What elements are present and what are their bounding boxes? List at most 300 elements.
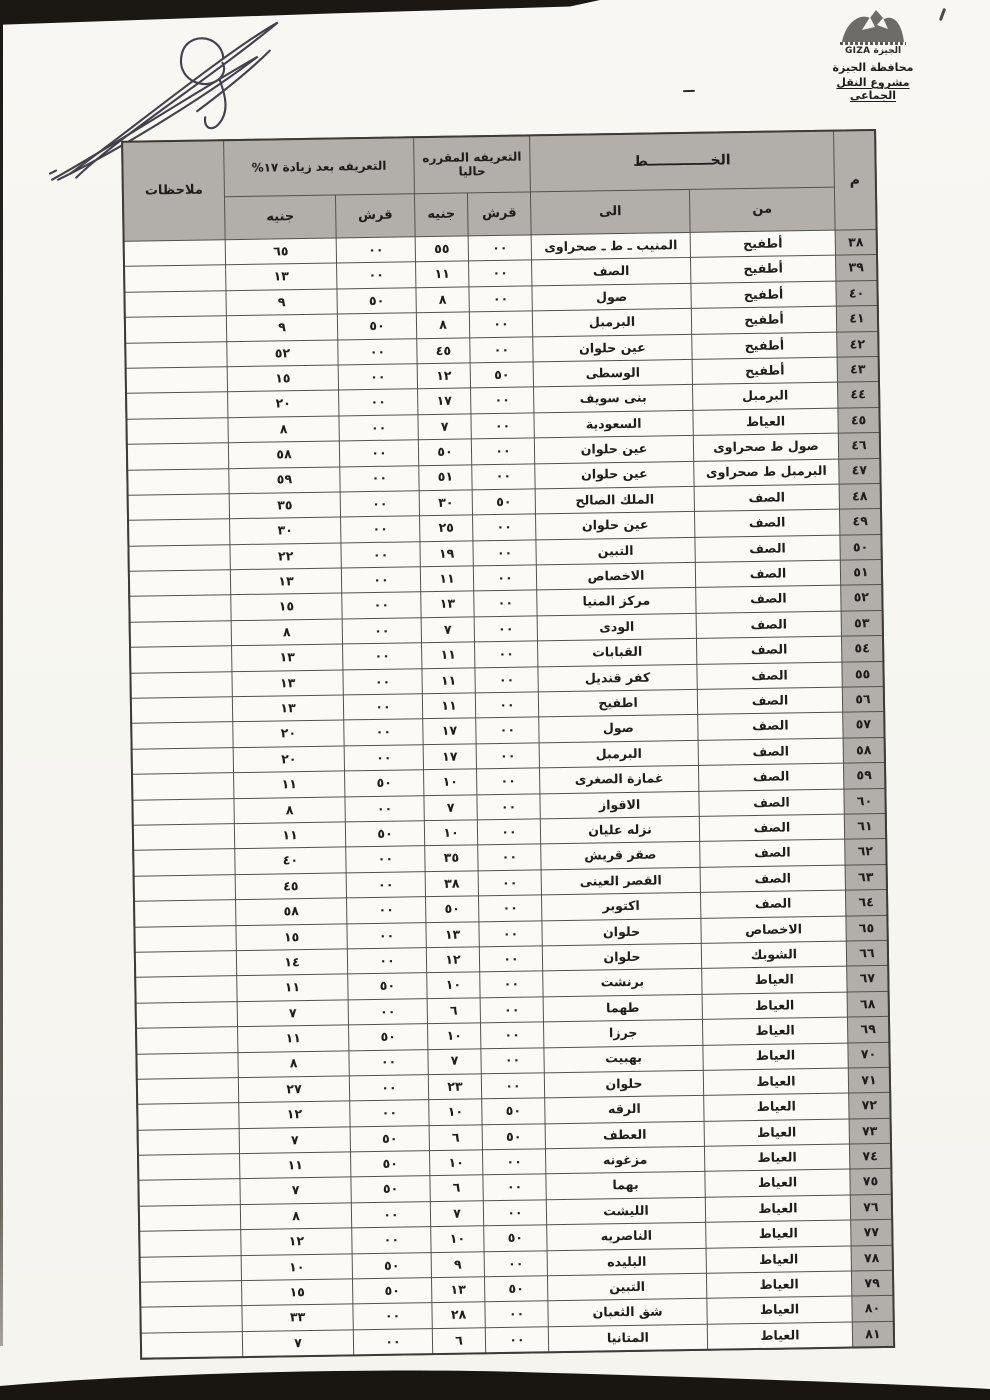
cell-pounds-after: ١٥ bbox=[228, 365, 338, 391]
cell-notes bbox=[136, 976, 236, 1002]
cell-notes bbox=[125, 291, 225, 317]
cell-piasters-current: ٠٠ bbox=[480, 946, 542, 971]
cell-notes bbox=[140, 1205, 240, 1231]
cell-pounds-after: ٧ bbox=[240, 1178, 350, 1204]
cell-notes bbox=[141, 1307, 241, 1333]
giza-governorate-logo-icon bbox=[834, 6, 912, 48]
cell-pounds-current: ١٠ bbox=[424, 770, 476, 795]
cell-piasters-after: ٠٠ bbox=[345, 796, 423, 822]
cell-row-number: ٦٢ bbox=[845, 839, 885, 864]
cell-row-number: ٧٥ bbox=[850, 1169, 890, 1194]
governorate-title: محافظة الجيزة bbox=[832, 61, 914, 74]
cell-to: الاخصاص bbox=[537, 563, 695, 590]
cell-pounds-current: ٧ bbox=[428, 1049, 480, 1074]
cell-to: بهما bbox=[546, 1172, 704, 1199]
cell-from: الصف bbox=[696, 561, 840, 588]
cell-to: الملك الصالح bbox=[536, 487, 694, 514]
cell-pounds-current: ٥٠ bbox=[426, 897, 478, 922]
cell-notes bbox=[136, 951, 236, 977]
cell-notes bbox=[134, 850, 234, 876]
cell-from: الاخصاص bbox=[701, 916, 845, 943]
cell-from: العياط bbox=[704, 1094, 848, 1121]
cell-pounds-after: ١١ bbox=[235, 822, 345, 848]
cell-piasters-after: ٠٠ bbox=[341, 491, 419, 517]
cell-pounds-after: ١٢ bbox=[241, 1229, 351, 1255]
cell-from: الصف bbox=[700, 815, 844, 842]
cell-piasters-current: ٥٠ bbox=[473, 489, 535, 514]
cell-piasters-after: ٠٠ bbox=[338, 339, 416, 365]
cell-piasters-current: ٠٠ bbox=[475, 616, 537, 641]
cell-to: البليده bbox=[548, 1248, 706, 1275]
cell-notes bbox=[141, 1281, 241, 1307]
cell-pounds-current: ١٣ bbox=[432, 1277, 484, 1302]
cell-pounds-after: ٧ bbox=[240, 1127, 350, 1153]
cell-piasters-after: ٠٠ bbox=[342, 593, 420, 619]
cell-from: أطفيح bbox=[692, 307, 836, 334]
cell-piasters-after: ٥٠ bbox=[353, 1253, 431, 1279]
cell-piasters-after: ٠٠ bbox=[342, 567, 420, 593]
cell-from: العياط bbox=[705, 1170, 849, 1197]
cell-from: العياط bbox=[703, 1018, 847, 1045]
cell-from: أطفيح bbox=[691, 281, 835, 308]
cell-pounds-current: ١٧ bbox=[423, 719, 475, 744]
cell-notes bbox=[134, 824, 234, 850]
cell-from: العياط bbox=[705, 1145, 849, 1172]
cell-pounds-current: ٢٥ bbox=[420, 516, 472, 541]
cell-notes bbox=[140, 1230, 240, 1256]
cell-pounds-current: ١٠ bbox=[427, 973, 479, 998]
cell-pounds-current: ١١ bbox=[423, 693, 475, 718]
cell-pounds-after: ٨ bbox=[232, 619, 342, 645]
cell-to: الناصريه bbox=[547, 1223, 705, 1250]
cell-from: العياط bbox=[706, 1195, 850, 1222]
cell-piasters-after: ٠٠ bbox=[337, 263, 415, 289]
cell-row-number: ٧٣ bbox=[850, 1119, 890, 1144]
cell-piasters-current: ٠٠ bbox=[473, 515, 535, 540]
cell-row-number: ٨٠ bbox=[852, 1296, 892, 1321]
cell-piasters-after: ٥٠ bbox=[346, 821, 424, 847]
cell-row-number: ٧٦ bbox=[851, 1195, 891, 1220]
cell-piasters-current: ٠٠ bbox=[470, 312, 532, 337]
cell-row-number: ٦١ bbox=[845, 814, 885, 839]
header-after-piasters: قرش bbox=[336, 194, 415, 237]
cell-notes bbox=[138, 1103, 238, 1129]
cell-from: العياط bbox=[707, 1297, 851, 1324]
cell-pounds-after: ٣٥ bbox=[230, 492, 340, 518]
cell-piasters-after: ٥٠ bbox=[349, 1024, 427, 1050]
cell-notes bbox=[135, 900, 235, 926]
cell-to: مزغونه bbox=[546, 1147, 704, 1174]
cell-to: اطفيح bbox=[539, 690, 697, 717]
cell-pounds-current: ٣٠ bbox=[420, 490, 472, 515]
cell-notes bbox=[132, 723, 232, 749]
cell-from: الشوبك bbox=[702, 942, 846, 969]
cell-piasters-current: ٠٠ bbox=[476, 718, 538, 743]
cell-from: الصف bbox=[701, 891, 845, 918]
cell-pounds-after: ٢٠ bbox=[233, 721, 343, 747]
cell-pounds-after: ١٢ bbox=[239, 1102, 349, 1128]
cell-piasters-current: ٠٠ bbox=[478, 819, 540, 844]
cell-pounds-after: ١١ bbox=[238, 1026, 348, 1052]
cell-pounds-after: ٨ bbox=[241, 1203, 351, 1229]
cell-to: عين حلوان bbox=[533, 334, 691, 361]
cell-notes bbox=[127, 367, 227, 393]
cell-pounds-current: ١١ bbox=[416, 262, 468, 287]
cell-piasters-after: ٠٠ bbox=[347, 923, 425, 949]
cell-piasters-after: ٠٠ bbox=[337, 237, 415, 263]
header-after-pounds: جنيه bbox=[225, 196, 336, 240]
cell-to: بنى سويف bbox=[534, 385, 692, 412]
cell-piasters-after: ٠٠ bbox=[340, 440, 418, 466]
cell-piasters-after: ٠٠ bbox=[340, 466, 418, 492]
cell-from: العياط bbox=[693, 408, 837, 435]
cell-notes bbox=[129, 545, 229, 571]
cell-piasters-after: ٠٠ bbox=[341, 517, 419, 543]
cell-pounds-after: ١٣ bbox=[232, 645, 342, 671]
cell-piasters-after: ٥٠ bbox=[351, 1177, 429, 1203]
cell-piasters-current: ٠٠ bbox=[483, 1149, 545, 1174]
cell-pounds-after: ١١ bbox=[237, 975, 347, 1001]
cell-notes bbox=[130, 596, 230, 622]
cell-to: نزله عليان bbox=[541, 817, 699, 844]
cell-piasters-current: ٠٠ bbox=[485, 1251, 547, 1276]
cell-from: الصف bbox=[695, 510, 839, 537]
cell-piasters-current: ٥٠ bbox=[471, 362, 533, 387]
cell-pounds-after: ٩ bbox=[227, 315, 337, 341]
cell-to: البرمبل bbox=[540, 741, 698, 768]
cell-from: العياط bbox=[708, 1322, 852, 1349]
cell-pounds-after: ٤٠ bbox=[235, 848, 345, 874]
cell-pounds-current: ١١ bbox=[422, 668, 474, 693]
cell-pounds-current: ١٠ bbox=[430, 1150, 482, 1175]
cell-pounds-current: ٤٥ bbox=[417, 338, 469, 363]
cell-piasters-current: ٠٠ bbox=[479, 921, 541, 946]
cell-to: عين حلوان bbox=[535, 461, 693, 488]
cell-row-number: ٤٤ bbox=[838, 382, 878, 407]
cell-row-number: ٦٩ bbox=[848, 1017, 888, 1042]
cell-pounds-current: ٦ bbox=[428, 998, 480, 1023]
cell-pounds-current: ٦ bbox=[430, 1176, 482, 1201]
cell-notes bbox=[135, 926, 235, 952]
cell-row-number: ٧١ bbox=[849, 1068, 889, 1093]
cell-pounds-current: ٧ bbox=[424, 795, 476, 820]
cell-row-number: ٥٠ bbox=[840, 535, 880, 560]
cell-pounds-current: ٥١ bbox=[419, 465, 471, 490]
cell-from: أطفيح bbox=[692, 332, 836, 359]
logo-caption: الجيزة GIZA bbox=[844, 46, 902, 56]
header-notes: ملاحظات bbox=[123, 141, 225, 241]
cell-row-number: ٥١ bbox=[841, 560, 881, 585]
cell-row-number: ٥٣ bbox=[842, 611, 882, 636]
cell-from: العياط bbox=[706, 1221, 850, 1248]
cell-to: السعودية bbox=[534, 411, 692, 438]
cell-pounds-after: ٨ bbox=[228, 416, 338, 442]
cell-row-number: ٤٢ bbox=[837, 332, 877, 357]
cell-from: العياط bbox=[704, 1068, 848, 1095]
cell-from: العياط bbox=[707, 1246, 851, 1273]
cell-notes bbox=[125, 266, 225, 292]
stray-dash-mark bbox=[683, 90, 695, 93]
cell-notes bbox=[137, 1053, 237, 1079]
cell-to: القصر العينى bbox=[542, 868, 700, 895]
header-current-piasters: قرش bbox=[468, 192, 531, 235]
cell-row-number: ٤٦ bbox=[839, 433, 879, 458]
cell-notes bbox=[137, 1002, 237, 1028]
cell-row-number: ٦٤ bbox=[846, 890, 886, 915]
cell-row-number: ٤١ bbox=[837, 306, 877, 331]
cell-row-number: ٤٧ bbox=[839, 459, 879, 484]
cell-notes bbox=[133, 799, 233, 825]
cell-notes bbox=[127, 393, 227, 419]
cell-piasters-after: ٠٠ bbox=[343, 669, 421, 695]
cell-piasters-current: ٠٠ bbox=[470, 337, 532, 362]
cell-piasters-after: ٠٠ bbox=[348, 948, 426, 974]
cell-row-number: ٧٩ bbox=[852, 1271, 892, 1296]
cell-from: الصف bbox=[698, 688, 842, 715]
cell-notes bbox=[129, 494, 229, 520]
header-from: من bbox=[690, 188, 835, 232]
cell-row-number: ٤٨ bbox=[840, 484, 880, 509]
cell-pounds-after: ٥٢ bbox=[227, 340, 337, 366]
cell-piasters-after: ٠٠ bbox=[343, 643, 421, 669]
cell-from: الصف bbox=[699, 789, 843, 816]
cell-pounds-current: ٧ bbox=[431, 1201, 483, 1226]
cell-piasters-current: ٠٠ bbox=[476, 692, 538, 717]
cell-from: العياط bbox=[703, 992, 847, 1019]
project-title: مشروع النقل الجماعى bbox=[836, 76, 910, 102]
cell-piasters-current: ٠٠ bbox=[472, 439, 534, 464]
cell-notes bbox=[139, 1180, 239, 1206]
cell-piasters-current: ٠٠ bbox=[484, 1200, 546, 1225]
cell-to: العطف bbox=[546, 1122, 704, 1149]
cell-row-number: ٦٣ bbox=[846, 865, 886, 890]
cell-notes bbox=[132, 697, 232, 723]
cell-to: الصف bbox=[532, 258, 690, 285]
cell-row-number: ٤٣ bbox=[838, 357, 878, 382]
cell-piasters-after: ٥٠ bbox=[338, 313, 416, 339]
cell-to: التبين bbox=[548, 1274, 706, 1301]
cell-from: العياط bbox=[707, 1272, 851, 1299]
cell-pounds-current: ١٣ bbox=[421, 592, 473, 617]
cell-piasters-current: ٠٠ bbox=[472, 464, 534, 489]
cell-piasters-current: ٠٠ bbox=[475, 642, 537, 667]
cell-piasters-current: ٠٠ bbox=[477, 769, 539, 794]
cell-from: العياط bbox=[705, 1119, 849, 1146]
cell-to: صول bbox=[532, 284, 690, 311]
cell-pounds-after: ٢٠ bbox=[228, 391, 338, 417]
cell-notes bbox=[125, 240, 225, 266]
cell-notes bbox=[141, 1256, 241, 1282]
cell-row-number: ٥٢ bbox=[841, 585, 881, 610]
cell-notes bbox=[126, 316, 226, 342]
cell-to: البرمبل bbox=[533, 309, 691, 336]
cell-pounds-after: ٢٢ bbox=[230, 543, 340, 569]
scan-edge-bottom bbox=[0, 1366, 990, 1400]
cell-pounds-current: ٣٨ bbox=[426, 871, 478, 896]
cell-piasters-after: ٠٠ bbox=[344, 694, 422, 720]
cell-to: الرقه bbox=[545, 1096, 703, 1123]
cell-row-number: ٧٨ bbox=[852, 1246, 892, 1271]
cell-notes bbox=[128, 469, 228, 495]
cell-piasters-after: ٠٠ bbox=[347, 897, 425, 923]
cell-pounds-current: ٥٠ bbox=[419, 440, 471, 465]
cell-piasters-current: ٠٠ bbox=[477, 794, 539, 819]
cell-piasters-current: ٠٠ bbox=[469, 235, 531, 260]
cell-row-number: ٤٥ bbox=[838, 408, 878, 433]
cell-notes bbox=[126, 342, 226, 368]
cell-to: صول bbox=[539, 715, 697, 742]
cell-piasters-current: ٥٠ bbox=[483, 1124, 545, 1149]
cell-row-number: ٣٩ bbox=[836, 255, 876, 280]
cell-pounds-after: ٣٠ bbox=[230, 518, 340, 544]
cell-notes bbox=[133, 773, 233, 799]
cell-pounds-current: ١٩ bbox=[420, 541, 472, 566]
cell-piasters-current: ٠٠ bbox=[483, 1175, 545, 1200]
cell-piasters-current: ٠٠ bbox=[481, 997, 543, 1022]
cell-row-number: ٣٨ bbox=[836, 230, 876, 255]
cell-piasters-after: ٠٠ bbox=[352, 1227, 430, 1253]
cell-pounds-current: ٢٣ bbox=[429, 1074, 481, 1099]
cell-row-number: ٥٩ bbox=[844, 763, 884, 788]
cell-row-number: ٧٤ bbox=[850, 1144, 890, 1169]
cell-to: بهبيت bbox=[544, 1045, 702, 1072]
cell-pounds-after: ٢٧ bbox=[239, 1076, 349, 1102]
cell-notes bbox=[131, 646, 231, 672]
cell-piasters-after: ٥٠ bbox=[351, 1151, 429, 1177]
cell-piasters-current: ٠٠ bbox=[474, 591, 536, 616]
cell-row-number: ٥٨ bbox=[844, 738, 884, 763]
cell-pounds-after: ١٥ bbox=[236, 924, 346, 950]
cell-row-number: ٧٢ bbox=[849, 1093, 889, 1118]
cell-pounds-current: ٢٨ bbox=[432, 1303, 484, 1328]
cell-pounds-current: ١١ bbox=[421, 566, 473, 591]
cell-piasters-current: ٥٠ bbox=[484, 1226, 546, 1251]
cell-to: اكتوبر bbox=[542, 893, 700, 920]
cell-to: عين حلوان bbox=[536, 512, 694, 539]
cell-piasters-current: ٠٠ bbox=[471, 388, 533, 413]
header-line-group: الخـــــــــــــط bbox=[530, 132, 834, 192]
cell-from: العياط bbox=[702, 967, 846, 994]
cell-piasters-after: ٥٠ bbox=[348, 973, 426, 999]
cell-pounds-current: ٨ bbox=[416, 287, 468, 312]
cell-piasters-current: ٠٠ bbox=[469, 286, 531, 311]
cell-piasters-after: ٠٠ bbox=[343, 618, 421, 644]
cell-notes bbox=[131, 621, 231, 647]
cell-notes bbox=[139, 1154, 239, 1180]
cell-to: الوسطى bbox=[534, 360, 692, 387]
cell-piasters-current: ٠٠ bbox=[471, 413, 533, 438]
cell-pounds-after: ١١ bbox=[240, 1152, 350, 1178]
cell-row-number: ٤٠ bbox=[836, 281, 876, 306]
cell-pounds-after: ٥٨ bbox=[229, 442, 339, 468]
cell-row-number: ٧٧ bbox=[851, 1220, 891, 1245]
cell-pounds-after: ٢٠ bbox=[234, 746, 344, 772]
cell-pounds-current: ٦ bbox=[430, 1125, 482, 1150]
cell-piasters-after: ٠٠ bbox=[339, 364, 417, 390]
cell-to: غمازة الصغرى bbox=[540, 766, 698, 793]
cell-row-number: ٦٠ bbox=[844, 789, 884, 814]
cell-to: طهما bbox=[544, 995, 702, 1022]
cell-row-number: ٦٥ bbox=[846, 915, 886, 940]
header-to: الى bbox=[531, 190, 690, 234]
cell-row-number: ٥٤ bbox=[842, 636, 882, 661]
cell-piasters-current: ٥٠ bbox=[485, 1276, 547, 1301]
cell-pounds-after: ١٣ bbox=[231, 569, 341, 595]
cell-piasters-current: ٠٠ bbox=[485, 1302, 547, 1327]
cell-pounds-current: ١٣ bbox=[426, 922, 478, 947]
cell-from: الصف bbox=[697, 662, 841, 689]
cell-to: مركز المنيا bbox=[537, 588, 695, 615]
cell-pounds-after: ١١ bbox=[234, 772, 344, 798]
cell-piasters-after: ٠٠ bbox=[339, 390, 417, 416]
cell-to: المنيب ـ ط ـ صحراوى bbox=[532, 233, 690, 260]
cell-pounds-current: ٨ bbox=[417, 313, 469, 338]
cell-row-number: ٦٦ bbox=[847, 941, 887, 966]
cell-pounds-after: ٧ bbox=[238, 1000, 348, 1026]
cell-to: المتانيا bbox=[549, 1325, 707, 1352]
cell-piasters-after: ٠٠ bbox=[339, 415, 417, 441]
cell-pounds-current: ٥٥ bbox=[416, 236, 468, 261]
cell-piasters-after: ٠٠ bbox=[341, 542, 419, 568]
cell-to: صقر قريش bbox=[541, 842, 699, 869]
cell-piasters-after: ٠٠ bbox=[350, 1100, 428, 1126]
cell-piasters-current: ٠٠ bbox=[478, 845, 540, 870]
cell-piasters-current: ٠٠ bbox=[474, 565, 536, 590]
cell-notes bbox=[139, 1129, 239, 1155]
cell-piasters-current: ٠٠ bbox=[481, 1048, 543, 1073]
cell-from: الصف bbox=[697, 611, 841, 638]
cell-to: الاقواز bbox=[540, 791, 698, 818]
cell-row-number: ٦٧ bbox=[847, 966, 887, 991]
header-increased-tariff: التعريفه بعد زيادة ١٧% bbox=[224, 138, 414, 196]
cell-piasters-after: ٠٠ bbox=[352, 1202, 430, 1228]
cell-from: الصف bbox=[696, 586, 840, 613]
cell-from: البرمبل bbox=[693, 383, 837, 410]
cell-pounds-after: ٨ bbox=[234, 797, 344, 823]
cell-pounds-after: ٥٩ bbox=[229, 467, 339, 493]
cell-pounds-current: ٧ bbox=[418, 414, 470, 439]
cell-pounds-current: ١٠ bbox=[425, 820, 477, 845]
cell-pounds-after: ١٤ bbox=[237, 949, 347, 975]
cell-pounds-current: ٩ bbox=[432, 1252, 484, 1277]
cell-from: أطفيح bbox=[691, 231, 835, 258]
cell-from: الصف bbox=[701, 865, 845, 892]
cell-pounds-current: ١٢ bbox=[427, 947, 479, 972]
cell-notes bbox=[131, 672, 231, 698]
cell-pounds-after: ١٥ bbox=[242, 1279, 352, 1305]
cell-to: حلوان bbox=[545, 1071, 703, 1098]
cell-to: التبين bbox=[536, 538, 694, 565]
cell-piasters-current: ٠٠ bbox=[477, 743, 539, 768]
cell-pounds-current: ١٠ bbox=[429, 1100, 481, 1125]
cell-notes bbox=[135, 875, 235, 901]
cell-pounds-after: ٩ bbox=[226, 289, 336, 315]
cell-notes bbox=[142, 1332, 242, 1358]
cell-to: كفر قنديل bbox=[538, 665, 696, 692]
corner-pen-mark bbox=[939, 8, 946, 21]
cell-piasters-after: ٠٠ bbox=[345, 745, 423, 771]
header-current-pounds: جنيه bbox=[415, 193, 468, 236]
cell-from: صول ط صحراوى bbox=[694, 434, 838, 461]
cell-pounds-current: ١٧ bbox=[418, 389, 470, 414]
cell-from: الصف bbox=[695, 535, 839, 562]
cell-pounds-after: ٣٣ bbox=[242, 1305, 352, 1331]
cell-pounds-after: ٧ bbox=[243, 1330, 353, 1356]
cell-to: حلوان bbox=[542, 918, 700, 945]
cell-piasters-after: ٠٠ bbox=[354, 1329, 432, 1355]
cell-notes bbox=[133, 748, 233, 774]
cell-piasters-after: ٠٠ bbox=[347, 872, 425, 898]
